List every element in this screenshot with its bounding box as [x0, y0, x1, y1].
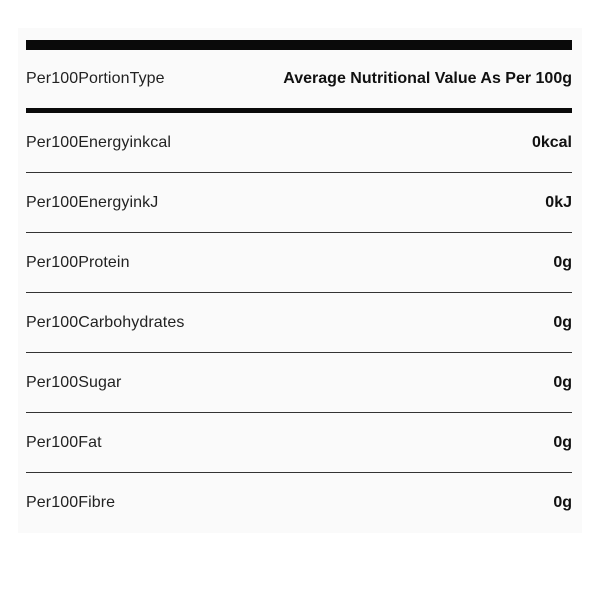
row-label: Per100Fat [26, 433, 102, 451]
table-row-carbohydrates [26, 293, 572, 353]
row-value: 0g [553, 253, 572, 271]
table-row-energy-kj [26, 173, 572, 233]
table-header-row [26, 50, 572, 108]
top-divider [26, 40, 572, 50]
row-value: 0g [553, 373, 572, 391]
table-row-energy-kcal [26, 113, 572, 173]
table-row-sugar [26, 353, 572, 413]
row-label: Per100Energyinkcal [26, 133, 171, 151]
table-row-protein [26, 233, 572, 293]
row-label: Per100EnergyinkJ [26, 193, 159, 211]
header-value: Average Nutritional Value As Per 100g [283, 70, 572, 87]
nutrition-card [18, 28, 582, 533]
row-value: 0g [553, 313, 572, 331]
row-value: 0kcal [531, 133, 572, 151]
row-label: Per100Protein [26, 253, 130, 271]
header-label: Per100PortionType [26, 70, 165, 87]
row-value: 0g [553, 493, 572, 511]
row-value: 0kJ [545, 193, 572, 211]
nutrition-table [26, 40, 572, 532]
table-row-fibre [26, 473, 572, 532]
table-row-fat [26, 413, 572, 473]
row-value: 0g [553, 433, 572, 451]
row-label: Per100Carbohydrates [26, 313, 185, 331]
row-label: Per100Sugar [26, 373, 122, 391]
table-body [26, 113, 572, 532]
row-label: Per100Fibre [26, 493, 116, 511]
